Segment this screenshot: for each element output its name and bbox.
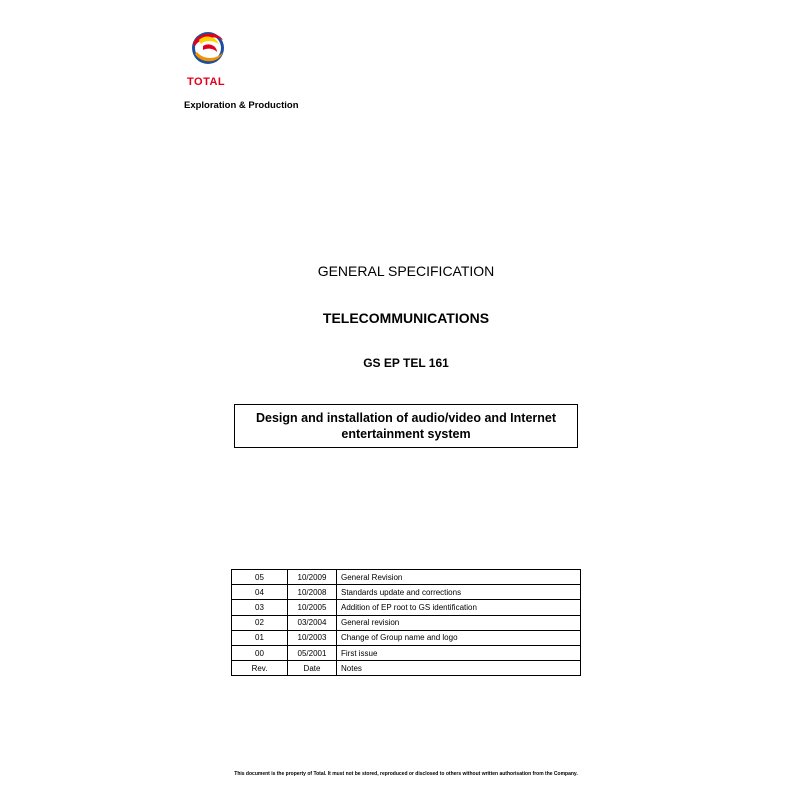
rev-cell: 05 bbox=[232, 570, 288, 585]
date-cell: 10/2009 bbox=[288, 570, 337, 585]
notes-cell: Standards update and corrections bbox=[337, 585, 581, 600]
notes-cell: General Revision bbox=[337, 570, 581, 585]
rev-cell: 00 bbox=[232, 645, 288, 660]
date-cell: 10/2003 bbox=[288, 630, 337, 645]
table-row bbox=[232, 615, 581, 630]
date-cell: 05/2001 bbox=[288, 645, 337, 660]
document-title bbox=[256, 410, 556, 442]
document-reference: GS EP TEL 161 bbox=[363, 356, 449, 370]
table-row bbox=[232, 585, 581, 600]
rev-cell: 03 bbox=[232, 600, 288, 615]
division-name: Exploration & Production bbox=[184, 100, 299, 111]
table-row bbox=[232, 570, 581, 585]
rev-cell: 04 bbox=[232, 585, 288, 600]
brand-name: TOTAL bbox=[187, 76, 226, 88]
date-cell: 03/2004 bbox=[288, 615, 337, 630]
table-row bbox=[232, 630, 581, 645]
document-type: GENERAL SPECIFICATION bbox=[317, 263, 495, 279]
title-line: entertainment system bbox=[341, 427, 471, 441]
table-row bbox=[232, 645, 581, 660]
document-title-box bbox=[234, 404, 578, 448]
revision-table bbox=[231, 569, 581, 676]
notes-cell: General revision bbox=[337, 615, 581, 630]
notes-cell: First issue bbox=[337, 645, 581, 660]
date-cell: 10/2005 bbox=[288, 600, 337, 615]
rev-header: Rev. bbox=[232, 661, 288, 676]
notes-header: Notes bbox=[337, 661, 581, 676]
table-row bbox=[232, 600, 581, 615]
date-cell: 10/2008 bbox=[288, 585, 337, 600]
rev-cell: 01 bbox=[232, 630, 288, 645]
document-domain: TELECOMMUNICATIONS bbox=[322, 310, 490, 326]
confidentiality-footer: This document is the property of Total. It must not be stored, reproduced or disclosed to others without written authorisation from the Company. bbox=[234, 771, 578, 777]
title-line: Design and installation of audio/video and Internet bbox=[255, 411, 557, 425]
table-header-row bbox=[232, 661, 581, 676]
date-header: Date bbox=[288, 661, 337, 676]
rev-cell: 02 bbox=[232, 615, 288, 630]
notes-cell: Change of Group name and logo bbox=[337, 630, 581, 645]
notes-cell: Addition of EP root to GS identification bbox=[337, 600, 581, 615]
